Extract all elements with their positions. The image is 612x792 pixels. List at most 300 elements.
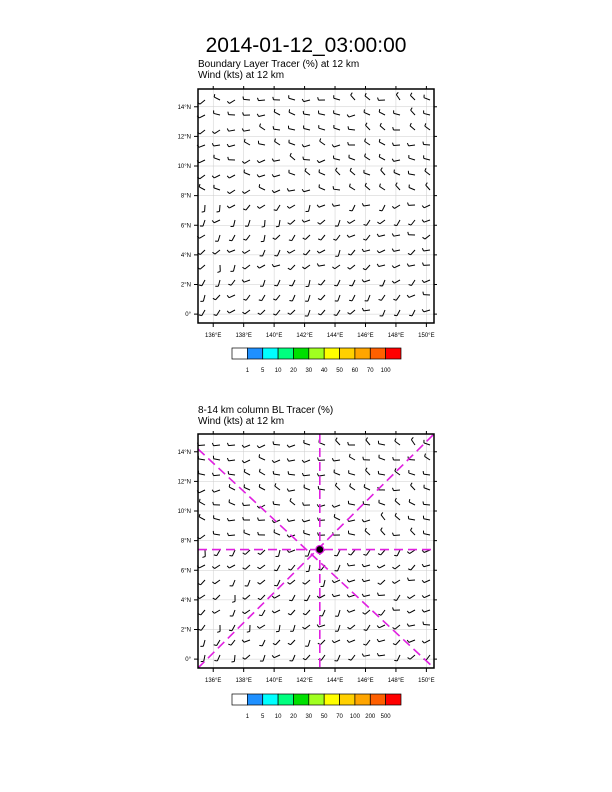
colorbar-label: 70 — [336, 714, 343, 720]
wind-barb-flag — [317, 473, 318, 476]
panel1-subtitle-line2: Wind (kts) at 12 km — [198, 70, 285, 81]
wind-barb-flag — [364, 484, 365, 487]
wind-barb — [379, 444, 385, 445]
wind-barb — [214, 459, 220, 460]
wind-barb-flag — [318, 458, 319, 461]
wind-barb — [410, 530, 415, 535]
wind-barb-flag — [411, 437, 413, 439]
wind-barb — [274, 532, 280, 535]
wind-barb — [229, 502, 235, 505]
wind-barb-flag — [332, 594, 334, 597]
wind-barb-flag — [377, 626, 379, 628]
wind-barb-flag — [272, 655, 274, 657]
wind-barb-flag — [407, 640, 409, 642]
colorbar-swatch — [386, 694, 401, 705]
wind-barb — [260, 580, 265, 584]
wind-barb-flag — [422, 610, 424, 612]
colorbar-label: 30 — [305, 714, 313, 720]
x-tick-label: 142°E — [296, 678, 313, 684]
colorbar-label: 1 — [245, 714, 250, 720]
wind-barb — [234, 655, 235, 661]
wind-barb — [305, 580, 310, 584]
wind-barb — [410, 655, 415, 659]
colorbar-label: 200 — [365, 714, 376, 720]
wind-barb-flag — [408, 569, 411, 570]
wind-barb — [366, 470, 370, 475]
wind-barb-flag — [227, 458, 228, 461]
wind-barb — [379, 458, 385, 460]
wind-barb — [424, 519, 430, 520]
colorbar-label: 20 — [290, 368, 297, 374]
wind-barb — [397, 550, 400, 556]
colorbar-label: 5 — [261, 714, 265, 720]
wind-barb — [217, 640, 220, 646]
colorbar-label: 50 — [320, 714, 328, 720]
wind-barb — [244, 487, 250, 490]
wind-barb — [292, 655, 295, 661]
wind-barb — [366, 550, 370, 555]
wind-barb-flag — [392, 567, 394, 569]
wind-barb — [304, 488, 310, 490]
wind-barb-flag — [393, 607, 394, 610]
x-tick-label: 140°E — [265, 333, 283, 339]
wind-barb — [364, 487, 370, 490]
wind-barb-flag — [288, 643, 291, 644]
wind-barb-flag — [394, 555, 397, 556]
wind-barb-flag — [363, 613, 365, 615]
wind-barb-flag — [243, 568, 246, 570]
wind-barb-flag — [227, 533, 228, 536]
wind-barb — [364, 655, 370, 656]
wind-barb — [424, 534, 430, 535]
wind-barb — [424, 610, 430, 612]
wind-barb — [214, 518, 220, 520]
wind-barb — [349, 504, 355, 505]
y-tick-label: 12°N — [177, 479, 191, 486]
wind-barb — [349, 565, 355, 566]
wind-barb-flag — [247, 631, 250, 632]
wind-barb-flag — [272, 460, 274, 462]
wind-barb — [349, 473, 355, 475]
wind-barb-flag — [258, 598, 261, 599]
wind-barb — [274, 655, 280, 658]
wind-barb — [409, 459, 415, 460]
y-tick-label: 0° — [185, 657, 191, 664]
wind-barb — [364, 565, 370, 567]
y-tick-label: 4°N — [180, 597, 191, 604]
wind-barb — [410, 595, 415, 599]
wind-barb — [349, 610, 355, 612]
y-tick-label: 8°N — [180, 193, 191, 200]
wind-barb — [395, 471, 400, 475]
wind-barb-flag — [362, 594, 363, 597]
wind-barb — [365, 531, 370, 535]
wind-barb — [411, 565, 415, 570]
wind-barb — [409, 640, 415, 642]
wind-barb — [244, 505, 250, 506]
wind-barb — [274, 504, 280, 505]
wind-barb-flag — [348, 442, 349, 445]
wind-barb-flag — [243, 517, 244, 520]
wind-barb-flag — [303, 614, 306, 615]
wind-barb — [364, 520, 370, 522]
wind-barb — [289, 474, 295, 475]
colorbar-label: 20 — [290, 714, 297, 720]
wind-barb-flag — [366, 468, 368, 471]
wind-barb — [381, 530, 385, 535]
x-tick-label: 148°E — [387, 333, 405, 339]
wind-barb-flag — [348, 554, 351, 555]
wind-barb-flag — [381, 528, 383, 531]
wind-barb-flag — [217, 631, 220, 632]
x-tick-label: 140°E — [265, 678, 283, 684]
wind-barb — [217, 550, 220, 556]
wind-barb — [214, 475, 220, 476]
wind-barb — [204, 655, 205, 661]
wind-barb — [379, 595, 385, 596]
wind-barb — [365, 610, 370, 614]
wind-barb — [409, 519, 415, 520]
x-tick-label: 144°E — [326, 678, 344, 684]
wind-barb — [324, 580, 325, 586]
wind-barb — [335, 485, 340, 490]
wind-barb — [261, 595, 265, 600]
wind-barb — [200, 535, 205, 539]
wind-barb-flag — [392, 533, 393, 536]
wind-barb-flag — [422, 595, 424, 597]
panel1-subtitle-line1: Boundary Layer Tracer (%) at 12 km — [198, 59, 360, 70]
y-tick-label: 0° — [185, 312, 191, 319]
wind-barb-flag — [302, 473, 303, 476]
colorbar-label: 100 — [349, 714, 360, 720]
wind-barb-flag — [302, 460, 304, 462]
wind-barb — [275, 486, 280, 490]
wind-barb — [338, 610, 340, 616]
wind-barb — [395, 441, 400, 445]
wind-barb-flag — [411, 483, 413, 486]
wind-barb-flag — [272, 520, 274, 522]
wind-barb — [337, 655, 340, 661]
wind-barb — [214, 610, 220, 613]
wind-barb-flag — [303, 502, 304, 505]
wind-barb — [350, 486, 355, 490]
wind-barb — [245, 610, 250, 614]
wind-barb-flag — [350, 483, 351, 486]
wind-barb — [379, 640, 385, 642]
wind-barb-flag — [423, 501, 424, 504]
wind-barb-flag — [332, 458, 333, 461]
wind-barb — [349, 640, 355, 642]
wind-barb-flag — [317, 596, 319, 598]
wind-barb — [379, 565, 385, 568]
wind-barb — [411, 485, 415, 490]
wind-barb-flag — [336, 438, 338, 441]
y-tick-label: 6°N — [180, 223, 191, 230]
wind-barb-flag — [304, 600, 307, 601]
wind-barb-flag — [259, 469, 260, 472]
wind-barb — [319, 475, 325, 476]
wind-barb — [321, 655, 325, 660]
wind-barb-flag — [231, 661, 234, 662]
colorbar-label: 10 — [274, 368, 282, 374]
wind-barb-flag — [363, 554, 366, 555]
wind-barb — [304, 460, 310, 462]
y-tick-label: 4°N — [180, 252, 191, 259]
wind-barb — [351, 655, 355, 660]
y-tick-label: 14°N — [177, 104, 191, 111]
wind-barb-flag — [288, 582, 290, 584]
wind-barb-flag — [409, 499, 410, 502]
wind-barb — [349, 520, 355, 522]
wind-barb-flag — [258, 518, 259, 521]
y-tick-label: 2°N — [180, 282, 191, 289]
wind-barb-flag — [377, 566, 379, 568]
wind-barb — [277, 580, 280, 586]
x-tick-label: 138°E — [235, 678, 252, 684]
wind-barb — [245, 565, 250, 569]
wind-barb-flag — [392, 488, 393, 491]
wind-barb-flag — [335, 483, 336, 486]
colorbar-swatch — [324, 694, 339, 705]
wind-barb — [274, 444, 280, 445]
wind-barb — [259, 472, 265, 475]
wind-barb — [215, 595, 220, 600]
wind-barb — [203, 640, 205, 646]
wind-barb — [199, 490, 205, 493]
wind-barb — [424, 504, 430, 505]
wind-barb — [424, 565, 430, 567]
colorbar-label: 60 — [351, 368, 359, 374]
wind-barb — [425, 456, 430, 460]
wind-barb — [199, 502, 205, 505]
wind-barb — [424, 580, 430, 583]
wind-barb-flag — [392, 581, 394, 583]
x-tick-label: 138°E — [235, 333, 252, 339]
wind-barb — [381, 515, 385, 520]
wind-barb — [245, 550, 250, 554]
wind-barb — [262, 640, 265, 646]
wind-barb-flag — [334, 514, 335, 517]
x-tick-label: 146°E — [357, 678, 374, 684]
wind-barb — [364, 580, 370, 582]
colorbar-swatch — [293, 694, 308, 705]
wind-barb — [229, 474, 235, 475]
wind-barb — [409, 473, 415, 475]
wind-barb — [306, 610, 310, 615]
wind-barb-flag — [229, 484, 230, 487]
y-tick-label: 2°N — [180, 627, 191, 634]
x-tick-label: 146°E — [357, 333, 374, 339]
wind-barb — [319, 625, 325, 627]
wind-barb-flag — [362, 654, 363, 657]
wind-barb-flag — [362, 519, 364, 522]
wind-barb-flag — [364, 630, 367, 631]
wind-barb-flag — [347, 580, 349, 582]
wind-barb — [244, 472, 250, 475]
colorbar-label: 10 — [274, 714, 282, 720]
wind-barb-flag — [303, 658, 306, 659]
wind-barb-flag — [317, 504, 319, 507]
wind-barb — [396, 640, 400, 645]
wind-barb — [322, 610, 325, 616]
x-tick-label: 136°E — [205, 678, 222, 684]
wind-barb — [201, 580, 205, 585]
main-title: 2014-01-12_03:00:00 — [205, 34, 407, 57]
wind-barb-flag — [422, 641, 424, 643]
wind-barb — [349, 457, 355, 460]
x-tick-label: 144°E — [326, 333, 344, 339]
wind-barb — [277, 565, 280, 571]
wind-barb-flag — [378, 583, 381, 585]
wind-barb — [380, 580, 385, 584]
wind-barb-flag — [214, 555, 217, 556]
wind-barb-flag — [228, 644, 231, 645]
wind-barb-flag — [425, 454, 426, 457]
wind-barb — [229, 520, 235, 521]
wind-barb — [279, 625, 280, 631]
wind-barb — [274, 460, 280, 463]
wind-barb — [409, 610, 415, 613]
wind-barb — [319, 489, 325, 490]
wind-barb-flag — [287, 535, 289, 537]
wind-barb — [424, 595, 430, 598]
wind-barb — [274, 610, 280, 613]
wind-barb — [349, 580, 355, 582]
wind-barb-flag — [363, 457, 364, 460]
wind-barb — [214, 445, 220, 446]
wind-barb-flag — [287, 489, 288, 492]
wind-barb — [201, 610, 205, 615]
wind-barb — [263, 655, 265, 661]
wind-barb-flag — [349, 454, 350, 457]
wind-barb — [279, 550, 280, 556]
wind-barb-flag — [334, 555, 337, 556]
colorbar-label: 40 — [320, 368, 328, 374]
wind-barb — [289, 490, 295, 491]
wind-barb-flag — [377, 653, 378, 656]
wind-barb — [349, 534, 355, 535]
wind-barb — [214, 490, 220, 492]
wind-barb-flag — [318, 518, 319, 521]
wind-barb — [334, 460, 340, 461]
wind-barb — [426, 655, 430, 660]
wind-barb — [334, 595, 340, 597]
wind-barb-flag — [274, 570, 277, 571]
wind-barb — [199, 459, 205, 460]
wind-barb-flag — [378, 554, 381, 555]
wind-barb-flag — [377, 593, 378, 596]
wind-barb-flag — [287, 445, 289, 447]
wind-barb-flag — [287, 519, 288, 522]
x-tick-label: 136°E — [205, 333, 222, 339]
wind-barb-flag — [258, 582, 260, 584]
wind-barb — [291, 640, 295, 645]
wind-barb — [308, 640, 310, 646]
wind-barb-flag — [258, 532, 259, 535]
wind-barb — [233, 610, 235, 616]
x-tick-label: 142°E — [296, 333, 313, 339]
wind-barb — [215, 580, 220, 584]
wind-barb-flag — [393, 644, 396, 645]
wind-barb — [259, 625, 265, 628]
wind-barb — [395, 565, 400, 569]
wind-barb-flag — [394, 660, 397, 661]
wind-barb-flag — [366, 438, 368, 440]
wind-barb-flag — [274, 585, 277, 586]
wind-barb-flag — [348, 627, 350, 629]
colorbar-swatch — [247, 694, 262, 705]
wind-barb — [424, 550, 430, 552]
wind-barb — [290, 580, 295, 584]
wind-barb-flag — [377, 639, 379, 642]
wind-barb-flag — [422, 580, 424, 582]
wind-barb — [289, 550, 295, 552]
wind-barb — [260, 550, 265, 555]
wind-barb — [308, 550, 310, 556]
wind-barb — [229, 445, 235, 446]
wind-barb — [262, 610, 265, 616]
wind-barb-flag — [213, 502, 214, 505]
wind-barb-flag — [257, 567, 259, 569]
wind-barb — [424, 640, 430, 643]
wind-barb-flag — [347, 610, 349, 612]
wind-barb-flag — [275, 483, 276, 486]
wind-barb-flag — [257, 506, 259, 508]
wind-barb — [381, 550, 385, 555]
wind-barb — [366, 640, 370, 645]
wind-barb — [366, 440, 370, 445]
wind-barb — [424, 488, 430, 490]
wind-barb — [320, 640, 325, 645]
panel2-subtitle-line1: 8-14 km column BL Tracer (%) — [198, 405, 334, 416]
y-tick-label: 14°N — [177, 449, 191, 456]
wind-barb-flag — [393, 627, 395, 629]
wind-barb — [217, 655, 220, 661]
wind-barb-flag — [317, 625, 319, 627]
wind-barb-flag — [381, 512, 383, 514]
wind-barb — [244, 640, 250, 642]
wind-barb — [349, 595, 355, 597]
wind-barb — [381, 610, 385, 615]
wind-barb-flag — [410, 528, 412, 531]
wind-barb — [233, 580, 235, 586]
x-tick-label: 150°E — [418, 678, 435, 684]
wind-barb-flag — [290, 498, 291, 501]
wind-barb-flag — [259, 484, 260, 487]
wind-barb-flag — [393, 457, 394, 460]
wind-barb-flag — [257, 446, 259, 448]
colorbar-swatch — [340, 694, 355, 705]
wind-barb-flag — [199, 514, 200, 517]
cross-section-line-nw-se — [198, 449, 434, 668]
wind-barb — [276, 640, 280, 645]
wind-barb-flag — [227, 566, 229, 568]
wind-barb-flag — [232, 601, 235, 602]
wind-barb — [231, 640, 235, 645]
wind-barb — [424, 474, 430, 475]
colorbar-swatch — [355, 694, 370, 705]
wind-barb-flag — [258, 553, 261, 555]
wind-barb — [259, 457, 265, 460]
wind-barb — [409, 502, 415, 505]
wind-barb — [248, 580, 250, 586]
wind-barb-flag — [227, 518, 228, 521]
wind-barb-flag — [287, 550, 289, 552]
wind-barb — [199, 474, 205, 475]
wind-barb-flag — [332, 640, 334, 642]
wind-barb — [291, 610, 295, 615]
wind-barb — [350, 625, 355, 629]
